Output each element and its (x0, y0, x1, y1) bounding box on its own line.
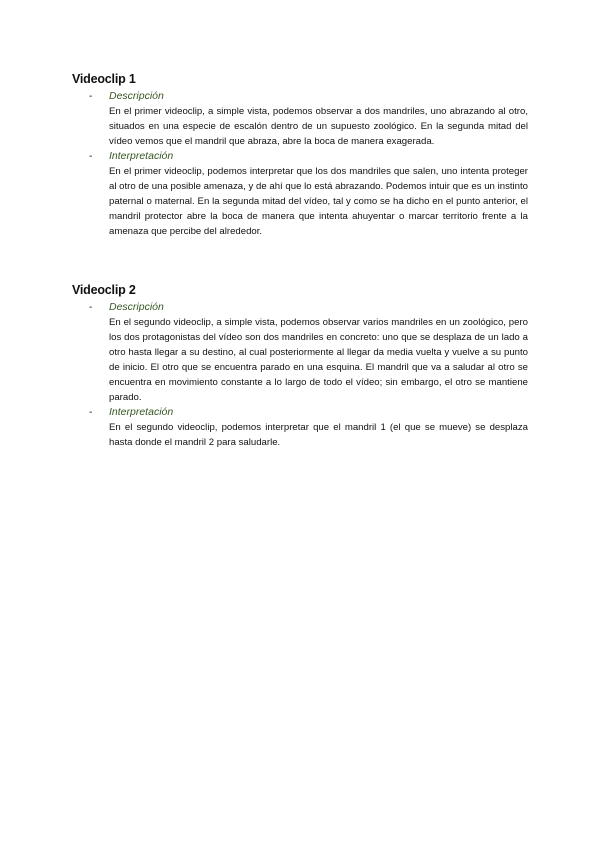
list-item-descripcion (72, 89, 528, 149)
list-item-descripcion (72, 300, 528, 405)
section-heading: Videoclip 2 (72, 283, 136, 297)
paragraph-descripcion: En el segundo videoclip, a simple vista, podemos observar varios mandriles en un zoológico, pero los dos protagonistas del vídeo son dos mandriles en concreto: uno que se desplaza de un lado a otro hasta llegar a su destino, al cual posteriormente al llegar da media vuelta y vuelve a su punto de inicio. El otro que se encuentra parado en una esquina. El mandril que va a saludar al otro se encuentra en movimiento constante a lo largo de todo el vídeo; sin embargo, el otro se mantiene parado. (109, 317, 528, 403)
bullet-dash: - (89, 302, 93, 313)
paragraph-interpretacion: En el segundo videoclip, podemos interpretar que el mandril 1 (el que se mueve) se desplaza hasta donde el mandril 2 para saludarle. (109, 422, 528, 448)
bullet-dash: - (89, 91, 93, 102)
subheading-interpretacion: Interpretación (109, 150, 174, 162)
bullet-dash: - (89, 151, 93, 162)
list-item-interpretacion (72, 149, 528, 239)
section-heading: Videoclip 1 (72, 72, 136, 86)
list-item-interpretacion (72, 405, 528, 450)
section-videoclip-1 (72, 71, 528, 239)
subheading-descripcion: Descripción (109, 301, 164, 313)
subheading-descripcion: Descripción (109, 90, 164, 102)
subheading-interpretacion: Interpretación (109, 406, 174, 418)
paragraph-descripcion: En el primer videoclip, a simple vista, podemos observar a dos mandriles, uno abrazando al otro, situados en una especie de escalón dentro de un supuesto zoológico. En la segunda mitad del vídeo vemos que el mandril que abraza, abre la boca de manera exagerada. (109, 106, 528, 147)
bullet-dash: - (89, 407, 93, 418)
section-videoclip-2 (72, 282, 528, 450)
paragraph-interpretacion: En el primer videoclip, podemos interpretar que los dos mandriles que salen, uno intenta proteger al otro de una posible amenaza, y de ahí que lo está abrazando. Podemos intuir que es un instinto paternal o maternal. En la segunda mitad del vídeo, tal y como se ha dicho en el punto anterior, el mandril protector abre la boca de manera que intenta ahuyentar o marcar territorio frente a la amenaza que percibe del alrededor. (109, 166, 528, 237)
